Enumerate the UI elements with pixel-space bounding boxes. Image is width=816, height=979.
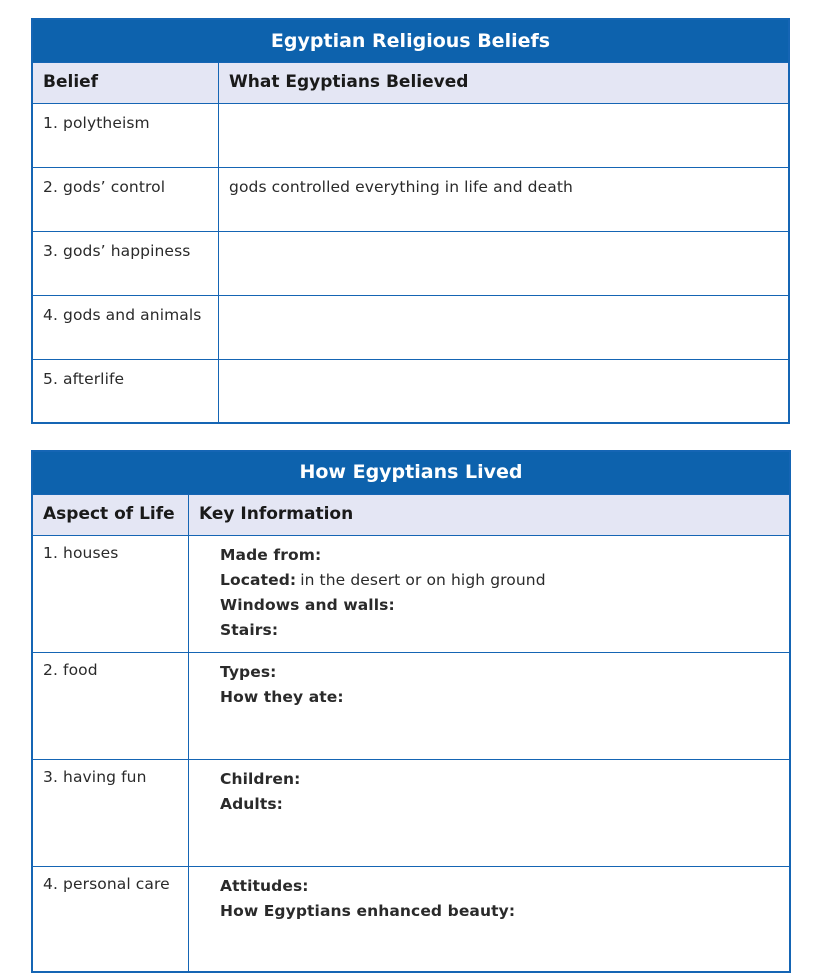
field-label: How they ate: <box>220 688 344 706</box>
answer-cell[interactable] <box>219 104 788 167</box>
field-label: Attitudes: <box>220 877 309 895</box>
field-label: Stairs: <box>220 621 279 639</box>
belief-cell: 3. gods’ happiness <box>33 232 219 295</box>
aspect-cell: 3. having fun <box>33 760 189 866</box>
answer-cell[interactable] <box>219 360 788 424</box>
answer-cell[interactable] <box>219 232 788 295</box>
key-info-cell[interactable] <box>189 536 789 652</box>
table-title: Egyptian Religious Beliefs <box>33 20 788 62</box>
belief-cell: 2. gods’ control <box>33 168 219 231</box>
answer-cell[interactable] <box>219 296 788 359</box>
table-row <box>33 536 789 653</box>
table-row <box>33 360 788 424</box>
how-egyptians-lived-table <box>31 450 791 973</box>
field-label: Located: <box>220 571 297 589</box>
table-row <box>33 232 788 296</box>
field-label: How Egyptians enhanced beauty: <box>220 902 516 920</box>
column-header-belief: Belief <box>33 63 219 103</box>
field-value[interactable]: in the desert or on high ground <box>300 571 546 589</box>
key-info-cell[interactable] <box>189 653 789 759</box>
field-label: Made from: <box>220 546 322 564</box>
aspect-cell: 4. personal care <box>33 867 189 971</box>
table-row <box>33 104 788 168</box>
column-header-key-information: Key Information <box>199 504 354 524</box>
field-label: Windows and walls: <box>220 596 395 614</box>
key-info-cell[interactable] <box>189 867 789 971</box>
table-row <box>33 168 788 232</box>
answer-cell[interactable]: gods controlled everything in life and death <box>229 178 573 196</box>
belief-cell: 5. afterlife <box>33 360 219 424</box>
column-header-aspect: Aspect of Life <box>33 495 189 535</box>
belief-cell: 1. polytheism <box>33 104 219 167</box>
table-title: How Egyptians Lived <box>33 452 789 494</box>
aspect-cell: 1. houses <box>33 536 189 652</box>
field-label: Types: <box>220 663 277 681</box>
field-label: Adults: <box>220 795 283 813</box>
table-row <box>33 867 789 971</box>
field-label: Children: <box>220 770 301 788</box>
table-row <box>33 296 788 360</box>
belief-cell: 4. gods and animals <box>33 296 219 359</box>
key-info-cell[interactable] <box>189 760 789 866</box>
table-header-row <box>33 494 789 536</box>
religious-beliefs-table <box>31 18 790 424</box>
table-header-row <box>33 62 788 104</box>
column-header-what-believed: What Egyptians Believed <box>229 72 469 92</box>
aspect-cell: 2. food <box>33 653 189 759</box>
table-row <box>33 760 789 867</box>
table-row <box>33 653 789 760</box>
